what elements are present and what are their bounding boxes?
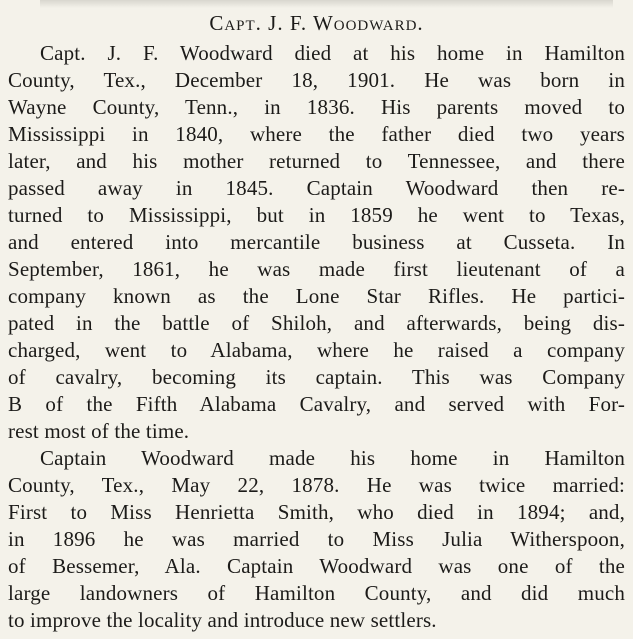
text-line: September, 1861, he was made first lieutenant of a — [8, 257, 625, 281]
text-line: Capt. J. F. Woodward died at his home in Hamilton — [40, 41, 625, 65]
text-line: turned to Mississippi, but in 1859 he went to Texas, — [8, 203, 625, 227]
article-title: Capt. J. F. Woodward. — [209, 11, 424, 35]
text-line: Wayne County, Tenn., in 1836. His parents moved to — [8, 95, 625, 119]
text-line: company known as the Lone Star Rifles. He partici- — [8, 284, 625, 308]
text-line: to improve the locality and introduce new settlers. — [8, 608, 437, 632]
text-line: of cavalry, becoming its captain. This was Company — [8, 365, 625, 389]
text-line: and entered into mercantile business at Cusseta. In — [8, 230, 625, 254]
text-line: passed away in 1845. Captain Woodward then re- — [8, 176, 625, 200]
text-line: County, Tex., May 22, 1878. He was twice married: — [8, 473, 625, 497]
text-line: in 1896 he was married to Miss Julia Witherspoon, — [8, 527, 625, 551]
bleed-through-text — [40, 0, 613, 8]
text-line: charged, went to Alabama, where he raised a company — [8, 338, 625, 362]
text-line: rest most of the time. — [8, 419, 190, 443]
text-line: Mississippi in 1840, where the father died two years — [8, 122, 625, 146]
text-line: pated in the battle of Shiloh, and afterwards, being dis- — [8, 311, 625, 335]
text-line: Captain Woodward made his home in Hamilton — [40, 446, 625, 470]
text-line: large landowners of Hamilton County, and did much — [8, 581, 625, 605]
text-line: later, and his mother returned to Tennessee, and there — [8, 149, 625, 173]
text-line: First to Miss Henrietta Smith, who died in 1894; and, — [8, 500, 625, 524]
text-line: B of the Fifth Alabama Cavalry, and served with For- — [8, 392, 625, 416]
text-line: County, Tex., December 18, 1901. He was born in — [8, 68, 625, 92]
text-line: of Bessemer, Ala. Captain Woodward was one of the — [8, 554, 625, 578]
